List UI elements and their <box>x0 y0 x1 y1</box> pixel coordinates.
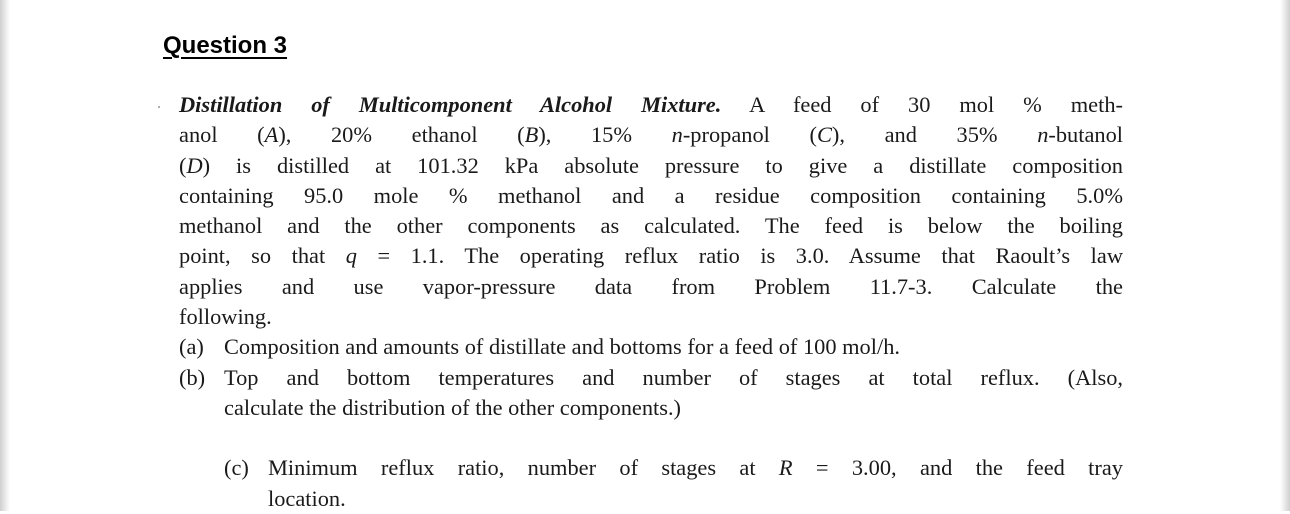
text-segment: ( <box>179 152 187 178</box>
text-segment: ), and 35% <box>831 122 1038 148</box>
component-symbol: B <box>524 122 539 148</box>
text-segment: point, so that <box>179 243 346 269</box>
part-a <box>179 332 1123 362</box>
part-label: (c) <box>224 455 249 481</box>
text-segment: ), 15% <box>538 122 672 148</box>
part-b-line-1: Top and bottom temperatures and number of stages at total reflux. (Also, <box>224 364 1123 390</box>
problem-line-1 <box>179 90 1123 120</box>
part-c <box>179 453 1123 514</box>
text-segment: ), 20% ethanol ( <box>278 122 525 148</box>
problem-line-2 <box>179 120 1123 150</box>
problem-parts <box>179 332 1123 513</box>
part-b <box>179 363 1123 424</box>
problem-line-7: applies and use vapor-pressure data from Problem 11.7-3. Calculate the <box>179 273 1123 299</box>
part-c-line-1 <box>268 453 1123 483</box>
variable-symbol: q <box>345 243 357 269</box>
part-c-line-2: location. <box>268 485 346 511</box>
component-symbol: A <box>264 122 279 148</box>
problem-line-1-text: A feed of 30 mol % meth- <box>749 92 1123 117</box>
variable-symbol: R <box>778 455 793 481</box>
problem-paragraph <box>179 90 1123 332</box>
scan-dot-mark <box>158 106 160 108</box>
document-page <box>10 0 1280 511</box>
problem-statement <box>179 90 1123 514</box>
text-segment: Minimum reflux ratio, number of stages at <box>268 455 779 481</box>
text-segment: = 1.1. The operating reflux ratio is 3.0. Assume that Raoult’s law <box>356 243 1123 269</box>
component-symbol: C <box>816 122 832 148</box>
part-b-line-2: calculate the distribution of the other components.) <box>224 394 682 420</box>
problem-line-6 <box>179 241 1123 271</box>
component-symbol: D <box>186 152 203 178</box>
text-segment: ) is distilled at 101.32 kPa absolute pressure to give a distillate composition <box>202 152 1123 178</box>
isomer-prefix: n <box>1037 122 1049 148</box>
problem-line-3 <box>179 151 1123 181</box>
part-a-line-1: Composition and amounts of distillate and bottoms for a feed of 100 mol/h. <box>224 334 900 360</box>
isomer-prefix: n <box>671 122 683 148</box>
text-segment: = 3.00, and the feed tray <box>792 455 1123 481</box>
problem-line-8: following. <box>179 304 272 330</box>
part-label: (b) <box>179 364 206 390</box>
page-left-edge-shadow <box>0 0 10 511</box>
page-right-edge-shadow <box>1280 0 1290 511</box>
text-segment: -butanol <box>1048 122 1124 148</box>
part-label: (a) <box>179 334 204 360</box>
text-segment: anol ( <box>179 122 265 148</box>
problem-line-4: containing 95.0 mole % methanol and a residue composition containing 5.0% <box>179 182 1123 208</box>
problem-line-5: methanol and the other components as calculated. The feed is below the boiling <box>179 213 1123 239</box>
problem-title: Distillation of Multicomponent Alcohol Mixture. <box>179 92 722 117</box>
question-heading: Question 3 <box>163 32 288 59</box>
text-segment: -propanol ( <box>682 122 817 148</box>
